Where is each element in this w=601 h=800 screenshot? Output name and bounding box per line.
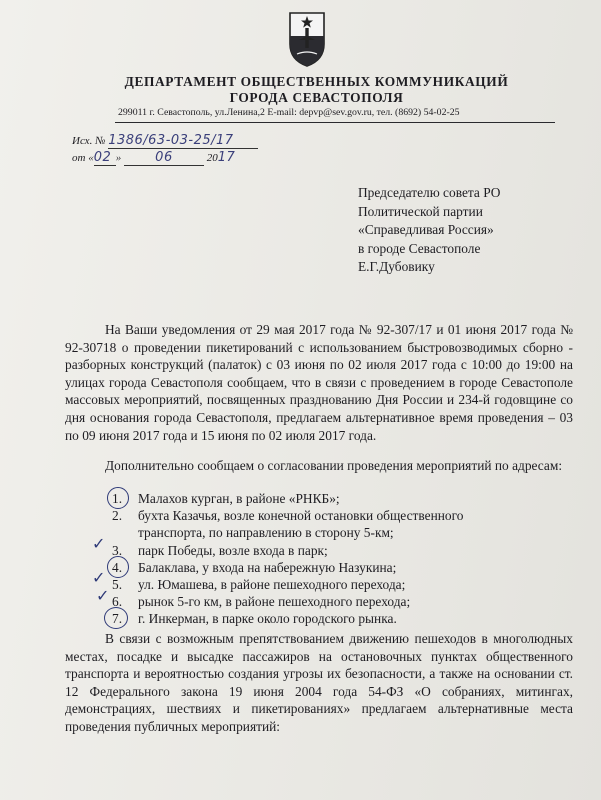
handwritten-check-icon: ✓ [92,568,106,587]
coat-of-arms-icon [287,10,327,68]
handwritten-circle-mark [107,487,129,509]
list-item: 6. рынок 5-го км, в районе пешеходного перехода; [112,594,411,609]
addressee-line: Е.Г.Дубовику [358,259,435,275]
date-month: 06 [155,150,173,165]
body-paragraph: Дополнительно сообщаем о согласовании проведения мероприятий по адресам: [105,458,563,473]
header-divider [115,122,555,123]
addressee-line: Политической партии [358,203,483,219]
list-item: 5. ул. Юмашева, в районе пешеходного перехода; [112,577,406,592]
outgoing-reference [72,133,258,149]
outgoing-label: Исх. № [72,135,106,147]
handwritten-circle-mark [104,607,128,629]
list-item: 2. бухта Казачья, возле конечной остановки общественного [112,508,464,523]
body-paragraph: На Ваши уведомления от 29 мая 2017 года № 92-307/17 и 01 июня 2017 года № 92-30718 о проведении пикетирований с использованием быстровозводимых сборно - разборных конструкций (палаток) с 03 июня по 02 июля 2017 года с 10:00 до 19:00 на улицах города Севастополя сообщаем, что в связи с проведением в городе Севастополе массовых мероприятий, посвященных празднованию Дня России и 234-й годовщине со дня основания города Севастополя, предлагаем альтернативное время проведения – 03 по 09 июня 2017 года и 15 июня по 02 июля 2017 года. [65,322,573,443]
date-day: 02 [93,150,112,165]
addressee-line: Председателю совета РО [358,185,501,200]
list-item: 3. парк Победы, возле входа в парк; [112,543,328,558]
addressee-block [358,184,588,277]
department-contacts: 299011 г. Севастополь, ул.Ленина,2 E-mail: depvp@sev.gov.ru, тел. (8692) 54-02-25 [118,107,460,118]
reference-date: от «02 » 06 2017 [72,150,236,165]
list-item-continuation: транспорта, по направлению в сторону 5-км; [138,525,394,540]
body-paragraph-1-wrap [65,321,573,444]
list-item: 7. г. Инкерман, в парке около городского рынка. [112,611,397,626]
handwritten-check-icon: ✓ [92,534,106,553]
body-paragraph-2-wrap [65,457,573,475]
handwritten-check-icon: ✓ [96,586,110,605]
addressee-line: «Справедливая Россия» [358,222,494,238]
body-paragraph: В связи с возможным препятствованием движению пешеходов в многолюдных местах, посадке и высадке пассажиров на остановочных пунктах общественного транспорта и вероятностью создания угрозы их безопасности, а также на основании ст. 12 Федерального закона 19 июня 2004 года 54-ФЗ «О собраниях, митингах, демонстрациях, шествиях и пикетированиях» предлагаем альтернативные места проведения публичных мероприятий: [65,631,573,734]
date-year-prefix: 20 [206,152,218,164]
outgoing-number: 1386/63-03-25/17 [108,133,234,148]
addressee-line: в городе Севастополе [358,240,481,256]
handwritten-circle-mark [107,556,129,578]
date-year-suffix: 17 [217,150,236,165]
list-item: 1. Малахов курган, в районе «РНКБ»; [112,491,340,506]
list-item: 4. Балаклава, у входа на набережную Назукина; [112,560,397,575]
department-title: ДЕПАРТАМЕНТ ОБЩЕСТВЕННЫХ КОММУНИКАЦИЙ [124,74,509,89]
date-label: от [72,152,86,164]
body-paragraph-3-wrap [65,630,573,736]
department-city: ГОРОДА СЕВАСТОПОЛЯ [229,90,404,105]
